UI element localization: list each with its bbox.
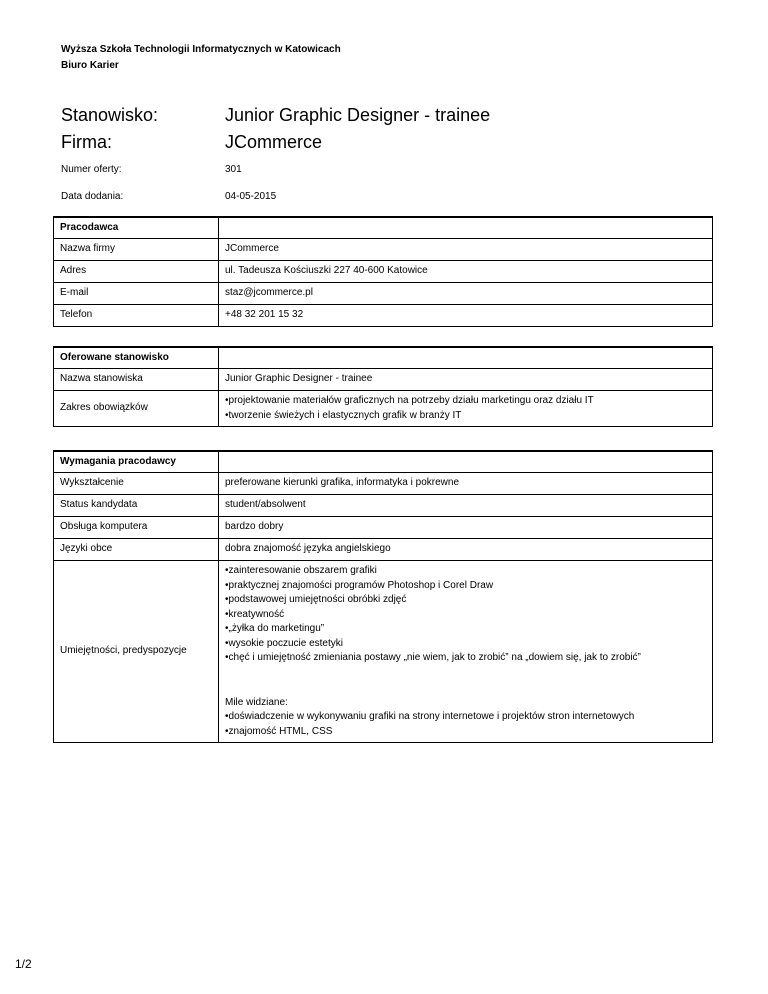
phone-label: Telefon (54, 305, 219, 327)
page-number: 1/2 (15, 957, 32, 971)
company-value: JCommerce (225, 132, 323, 152)
computer-skills-value: bardzo dobry (219, 517, 713, 539)
requirements-heading-empty (219, 451, 713, 473)
languages-label: Języki obce (54, 539, 219, 561)
requirements-table (53, 450, 713, 743)
company-label: Firma: (61, 132, 112, 152)
document-header (61, 42, 341, 74)
table-row (54, 495, 713, 517)
nice-to-have-label: Mile widziane: (225, 696, 288, 708)
table-row (54, 539, 713, 561)
table-row (54, 517, 713, 539)
employer-heading-row (54, 217, 713, 239)
company-name-value: JCommerce (219, 239, 713, 261)
offered-position-heading: Oferowane stanowisko (54, 347, 219, 369)
offered-position-table (53, 346, 713, 427)
position-name-label: Nazwa stanowiska (54, 369, 219, 391)
position-name-value: Junior Graphic Designer - trainee (219, 369, 713, 391)
list-item: •chęć i umiejętność zmieniania postawy „nie wiem, jak to zrobić” na „dowiem się, jak to zrobić” (225, 652, 641, 663)
company-name-label: Nazwa firmy (54, 239, 219, 261)
skills-label: Umiejętności, predyspozycje (54, 561, 219, 743)
address-value: ul. Tadeusza Kościuszki 227 40-600 Katowice (219, 261, 713, 283)
summary-row-date (61, 183, 711, 210)
address-label: Adres (54, 261, 219, 283)
email-label: E-mail (54, 283, 219, 305)
table-row (54, 239, 713, 261)
skills-list (219, 561, 713, 743)
date-added-label: Data dodania: (61, 191, 124, 202)
summary-row-offer-number (61, 156, 711, 183)
table-row (54, 283, 713, 305)
summary-row-position (61, 102, 711, 129)
employer-heading: Pracodawca (54, 217, 219, 239)
list-item: •podstawowej umiejętności obróbki zdjęć (225, 594, 407, 605)
offered-position-heading-row (54, 347, 713, 369)
list-item: •znajomość HTML, CSS (225, 725, 333, 737)
email-value: staz@jcommerce.pl (219, 283, 713, 305)
table-row (54, 561, 713, 743)
list-item: •praktycznej znajomości programów Photoshop i Corel Draw (225, 579, 494, 591)
phone-value: +48 32 201 15 32 (219, 305, 713, 327)
table-row (54, 391, 713, 427)
employer-table (53, 216, 713, 327)
table-row (54, 305, 713, 327)
position-label: Stanowisko: (61, 105, 159, 125)
list-item: •zainteresowanie obszarem grafiki (225, 565, 377, 576)
duties-label: Zakres obowiązków (54, 391, 219, 427)
list-item: •„żyłka do marketingu” (225, 623, 325, 634)
education-value: preferowane kierunki grafika, informatyka i pokrewne (219, 473, 713, 495)
position-value: Junior Graphic Designer - trainee (225, 105, 491, 125)
offer-number-value: 301 (225, 164, 242, 175)
computer-skills-label: Obsługa komputera (54, 517, 219, 539)
languages-value: dobra znajomość języka angielskiego (219, 539, 713, 561)
offered-position-heading-empty (219, 347, 713, 369)
list-item: •projektowanie materiałów graficznych na potrzeby działu marketingu oraz działu IT (225, 395, 594, 406)
list-item: •doświadczenie w wykonywaniu grafiki na strony internetowe i projektów stron internetowych (225, 711, 635, 722)
candidate-status-value: student/absolwent (219, 495, 713, 517)
department-name: Biuro Karier (61, 60, 119, 71)
education-label: Wykształcenie (54, 473, 219, 495)
offer-number-label: Numer oferty: (61, 164, 122, 175)
offer-summary (61, 102, 711, 210)
candidate-status-label: Status kandydata (54, 495, 219, 517)
table-row (54, 369, 713, 391)
list-item: •wysokie poczucie estetyki (225, 637, 343, 649)
list-item: •kreatywność (225, 608, 285, 620)
date-added-value: 04-05-2015 (225, 191, 277, 202)
blank-line (225, 681, 706, 696)
requirements-heading: Wymagania pracodawcy (54, 451, 219, 473)
summary-row-company (61, 129, 711, 156)
table-row (54, 473, 713, 495)
list-item: •tworzenie świeżych i elastycznych grafik w branży IT (225, 409, 462, 421)
institution-name: Wyższa Szkoła Technologii Informatycznych w Katowicach (61, 44, 341, 55)
blank-line (225, 666, 706, 681)
table-row (54, 261, 713, 283)
employer-heading-empty (219, 217, 713, 239)
requirements-heading-row (54, 451, 713, 473)
duties-list (219, 391, 713, 427)
